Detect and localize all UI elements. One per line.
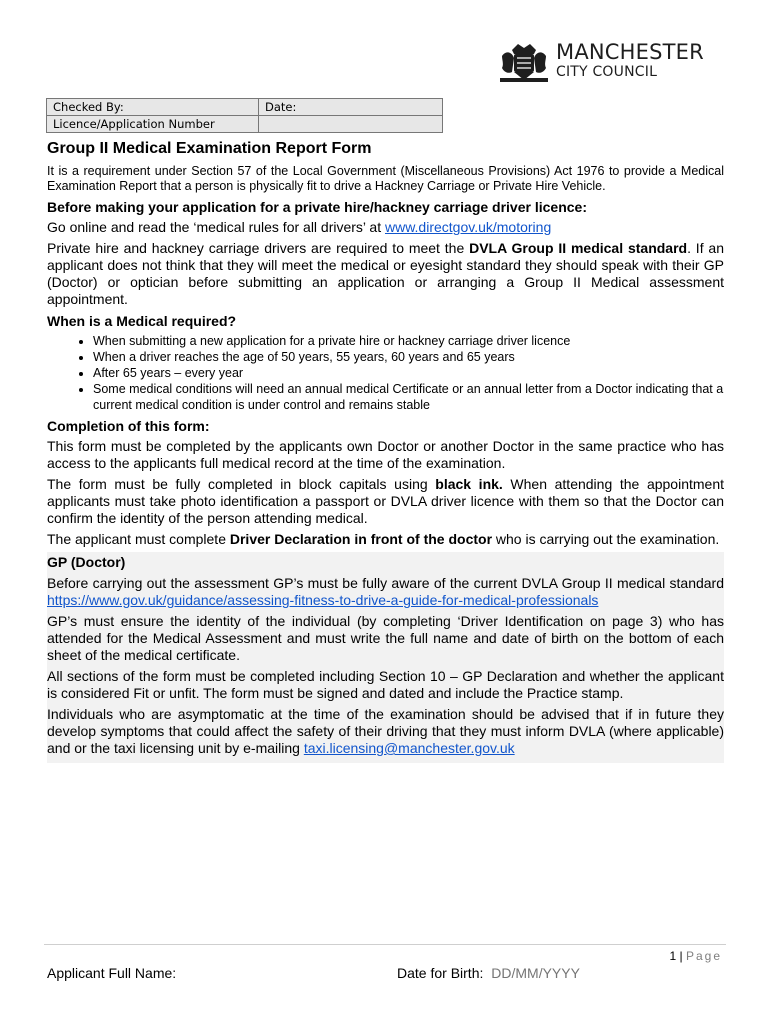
licence-number-label: Licence/Application Number bbox=[47, 116, 259, 133]
before-heading: Before making your application for a private hire/hackney carriage driver licence: bbox=[47, 199, 587, 215]
page-separator: | bbox=[679, 949, 683, 963]
gp-paragraph-4 bbox=[47, 706, 724, 757]
council-crest-icon bbox=[498, 40, 550, 86]
date-label: Date: bbox=[259, 99, 443, 116]
page-number-value: 1 bbox=[669, 949, 677, 963]
gp-paragraph-1 bbox=[47, 575, 724, 609]
licensing-email-link[interactable]: taxi.licensing@manchester.gov.uk bbox=[303, 740, 515, 756]
applicant-name-label: Applicant Full Name: bbox=[47, 965, 177, 981]
list-item: • Some medical conditions will need an annual medical Certificate or an annual letter from a Doctor indicating that a current medical condition is under control and remains stable bbox=[93, 381, 724, 413]
standard-paragraph bbox=[47, 240, 724, 308]
gp-paragraph-3: All sections of the form must be completed including Section 10 – GP Declaration and whether the applicant is considered Fit or unfit. The form must be signed and dated and include the Practice stamp. bbox=[47, 668, 724, 701]
list-item: • When submitting a new application for a private hire or hackney carriage driver licence bbox=[93, 333, 724, 349]
completion-paragraph-2 bbox=[47, 476, 724, 527]
standard-bold: standard bbox=[627, 240, 688, 256]
go-online-text: Go online and read the ‘medical rules for all drivers’ at bbox=[47, 219, 385, 235]
footer-divider bbox=[44, 944, 726, 945]
office-use-table bbox=[46, 98, 443, 133]
gp-heading: GP (Doctor) bbox=[47, 554, 126, 570]
gp-section bbox=[47, 552, 724, 763]
page-word: Page bbox=[685, 949, 722, 963]
declaration-text: The applicant must complete bbox=[47, 531, 230, 547]
declaration-text-post: who is carrying out the examination. bbox=[492, 531, 720, 547]
list-item: • After 65 years – every year bbox=[93, 365, 724, 381]
list-item: • When a driver reaches the age of 50 years, 55 years, 60 years and 65 years bbox=[93, 349, 724, 365]
council-logo-text bbox=[556, 42, 704, 79]
gp-paragraph-2: GP’s must ensure the identity of the individual (by completing ‘Driver Identification on page 3) who has attended for the Medical Assessment and must write the full name and date of birth on the bottom of each sheet of the medical certificate. bbox=[47, 613, 724, 663]
page-title: Group II Medical Examination Report Form bbox=[47, 140, 372, 157]
completion-text: The form must be fully completed in block capitals using bbox=[47, 476, 436, 492]
council-name-line2: CITY COUNCIL bbox=[556, 64, 658, 80]
when-list bbox=[47, 333, 724, 413]
council-name-line1: MANCHESTER bbox=[556, 40, 704, 64]
go-online-paragraph bbox=[47, 219, 724, 236]
standard-text-post: . If an applicant does not think that they will meet the medical or eyesight standard they should speak with their GP (Doctor) or optician before submitting an application or arranging a Group II Medical assessment appointment. bbox=[47, 240, 724, 307]
completion-paragraph-1: This form must be completed by the applicants own Doctor or another Doctor in the same practice who has access to the applicants full medical record at the time of the examination. bbox=[47, 438, 724, 471]
form-content bbox=[47, 140, 724, 763]
when-heading: When is a Medical required? bbox=[47, 313, 237, 329]
dvla-standard-bold: DVLA Group II medical bbox=[469, 240, 624, 256]
intro-paragraph: It is a requirement under Section 57 of the Local Government (Miscellaneous Provisions) Act 1976 to provide a Medical Examination Report that a person is physically fit to drive a Hackney Carriage or Private Hire Vehicle. bbox=[47, 164, 724, 193]
completion-text-post: When attending the appointment applicants must take photo identification a passport or DVLA driver licence with them so that the Doctor can confirm the identity of the person attending medical. bbox=[47, 476, 724, 526]
completion-paragraph-3 bbox=[47, 531, 724, 548]
declaration-bold: Driver Declaration in front of the doctor bbox=[229, 531, 493, 547]
licence-number-field[interactable] bbox=[259, 116, 443, 133]
standard-text: Private hire and hackney carriage drivers are required to meet the bbox=[47, 240, 470, 256]
gp-text: Before carrying out the assessment GP’s must be fully aware of the current DVLA Group II medical standard bbox=[47, 575, 724, 591]
dob-row bbox=[397, 965, 621, 981]
page-number bbox=[669, 949, 722, 963]
dob-input[interactable] bbox=[491, 965, 621, 981]
gov-guidance-link[interactable]: https://www.gov.uk/guidance/assessing-fitness-to-drive-a-guide-for-medical-professionals bbox=[47, 592, 599, 608]
dob-label: Date for Birth: bbox=[397, 965, 484, 981]
black-ink-bold: black ink. bbox=[435, 476, 503, 492]
completion-heading: Completion of this form: bbox=[47, 418, 210, 434]
checked-by-label: Checked By: bbox=[47, 99, 259, 116]
gp-text-4: Individuals who are asymptomatic at the time of the examination should be advised that if in future they develop symptoms that could affect the safety of their driving that they must inform DVLA (where applicable) and or the taxi licensing unit by e-mailing bbox=[47, 706, 724, 756]
directgov-link[interactable]: www.directgov.uk/motoring bbox=[384, 219, 552, 235]
